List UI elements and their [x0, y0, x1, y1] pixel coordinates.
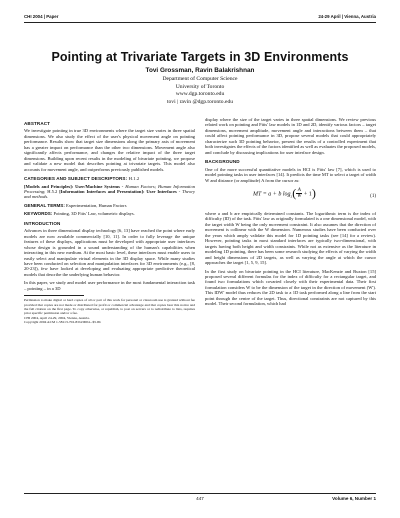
abstract-heading: ABSTRACT [24, 121, 51, 126]
introduction-heading: INTRODUCTION [24, 220, 61, 226]
equation-plus-one: + 1 [302, 191, 312, 198]
footer-rule [24, 493, 376, 494]
general-terms [24, 203, 195, 208]
categories-heading [24, 176, 195, 181]
equation-denominator: W [297, 194, 302, 200]
affiliation-email: tovi | ravin @dgp.toronto.edu [166, 98, 234, 105]
categories-line2-label: [Models and Principles]: User/Machine Systems - [24, 183, 124, 189]
background-paragraph-1: One of the more successful quantitative models in HCI is Fitts' law [7], which is used to model pointing tasks in user interfaces [14]. It predicts the time MT to select a target of width W and distance (or amplitude) A from the cursor as: [205, 166, 376, 183]
background-paragraph-2: where a and b are empirically determined constants. The logarithmic term is the index of difficulty (ID) of the task. Fitts' law as originally formulated is a one dimensional model, with the target width W being the only movement constraint. It also assumes that the direction of movement is collinear with the W dimension. Numerous studies have been conducted over the years which amply validate this model for 1D pointing tasks (see [14] for a review). However, pointing tasks in most standard interfaces are typically two-dimensional, with targets having both height and width constraints. While not as extensive as the literature in modeling 1D pointing, there has been some research studying the effects of varying the width and height dimensions of 2D targets, as well as varying the angle at which the cursor approaches the target [1, 5, 9, 15]. [205, 210, 376, 266]
copyright-notice [24, 298, 195, 324]
introduction-paragraph-1: Advances in three dimensional display technology [6, 13] have reached the point where early models are now available commercially [10, 11]. In order to fully leverage the unique features of these displays, applications must be developed with appropriate user interfaces whose design is grounded in a sound understanding of the human's capabilities when interacting in this new medium. At the most basic level, these interfaces must enable users to easily select and manipulate virtual elements in the 3D display space. While many studies have been conducted on selection and manipulation interfaces for 3D environments (e.g., [8, 20-23]), few have looked at developing and evaluating appropriate predictive theoretical models that describe the underlying human behavior. [24, 228, 195, 277]
keywords-text: Pointing, 3D Fitts' Law, volumetric displays. [53, 211, 135, 217]
left-column [24, 117, 195, 324]
general-terms-text: Experimentation, Human Factors [65, 202, 127, 208]
affiliation-department: Department of Computer Science [162, 76, 238, 82]
affiliation-website: www.dgp.toronto.edu [175, 91, 225, 97]
categories-code: H.1.2 [128, 176, 140, 182]
categories-line3-italic: - Theory and methods. [24, 188, 195, 200]
keywords [24, 211, 195, 216]
copyright-permission: Permission to make digital or hard copies of all or part of this work for personal or classroom use is granted without fee provided that copies are not made or distributed for profit or commercial advantage and that copies bear this notice and the full citation on the first page. To copy otherwise, or republish, to post on servers or to redistribute to lists, requires prior specific permission and/or a fee. [24, 298, 195, 316]
paper-title: Pointing at Trivariate Targets in 3D Environments [51, 50, 349, 64]
keywords-label: KEYWORDS: [24, 211, 53, 217]
right-column [205, 117, 376, 310]
equation-open-paren: ( [292, 186, 297, 201]
volume-label: Volume 6, Number 1 [332, 496, 376, 501]
categories-line2-italic: Human Factors; Human Information Processing [24, 183, 195, 194]
page-number: 447 [196, 496, 204, 501]
intro-continued: display where the size of the target varies in three spatial dimensions. We review previous related work on pointing and Fitts' law models in 1D and 2D, identify various factors – target dimensions, movement amplitude, movement angle and interactions between them – that could affect pointing performance in 3D, propose several models that could appropriately characterize such 3D pointing behavior, present the results of a controlled experiment that both investigates the effects of the factors identified as well as evaluates the proposed models, and conclude by discussing implications for user interface design. [205, 117, 377, 155]
fitts-equation [205, 186, 376, 208]
equation-number: (1) [370, 193, 376, 199]
introduction-paragraph-2: In this paper, we study and model user performance in the most fundamental interaction task – pointing – in a 3D [24, 280, 195, 291]
abstract-text: We investigate pointing in true 3D environments where the target size varies in three spatial dimensions. We also study the effect of the user's physical movement angle on pointing performance. Results show that target size dimensions along the primary axis of movement has a greater impact on performance than the other two dimensions. Movement angle also significantly affects performance, and changes the relative impact of the three target dimensions. Building upon recent results in the modeling of bivariate pointing, we propose and validate a new model that describes pointing at trivariate targets. This model also accounts for movement angle, and outperforms previously published models. [24, 128, 195, 172]
paper-authors: Tovi Grossman, Ravin Balakrishnan [145, 67, 255, 74]
categories-label: CATEGORIES AND SUBJECT DESCRIPTORS: [24, 176, 128, 182]
equation-close-paren: ) [311, 186, 316, 201]
categories-line3-label: [Information Interfaces and Presentation]: User Interfaces [59, 188, 177, 194]
affiliation-university: University of Toronto [175, 83, 225, 90]
background-heading: BACKGROUND [205, 159, 240, 165]
equation-numerator: A [297, 187, 301, 193]
header-rule [24, 22, 376, 23]
general-terms-label: GENERAL TERMS: [24, 202, 65, 208]
copyright-rule [24, 295, 84, 296]
equation-log-base: 2 [290, 194, 293, 199]
header-left: CHI 2004 | Paper [24, 14, 59, 19]
equation-body [253, 188, 316, 200]
categories-line2-code: ; H.5.2 [44, 188, 58, 194]
page-footer [24, 496, 376, 504]
page-header [24, 14, 376, 22]
equation-lhs: MT = a + b log [253, 191, 291, 198]
categories-text [24, 184, 195, 200]
copyright-line: Copyright 2004 ACM 1-58113-702-8/04/0004...$5.00. [24, 319, 102, 324]
background-paragraph-3: In the first study on bivariate pointing in the HCI literature, MacKenzie and Buxton [15] proposed several different formulas for the index of difficulty for a rectangular target, and found two formulations which covaried closely with their experimental data. Their first formulation considers W to be the dimension of the target in the direction of movement (W'). This IDW' model thus reduces the 2D task to a 1D task performed along a line from the start point through the centre of the target. Thus, directional constraints are not captured by this model. Their second formulation, which had [205, 268, 376, 307]
header-right: 24-29 April | Vienna, Austria [318, 14, 376, 19]
affiliation-block [0, 76, 400, 106]
copyright-venue: CHI 2004, April 24-29, 2004, Vienna, Austria. [24, 315, 90, 320]
